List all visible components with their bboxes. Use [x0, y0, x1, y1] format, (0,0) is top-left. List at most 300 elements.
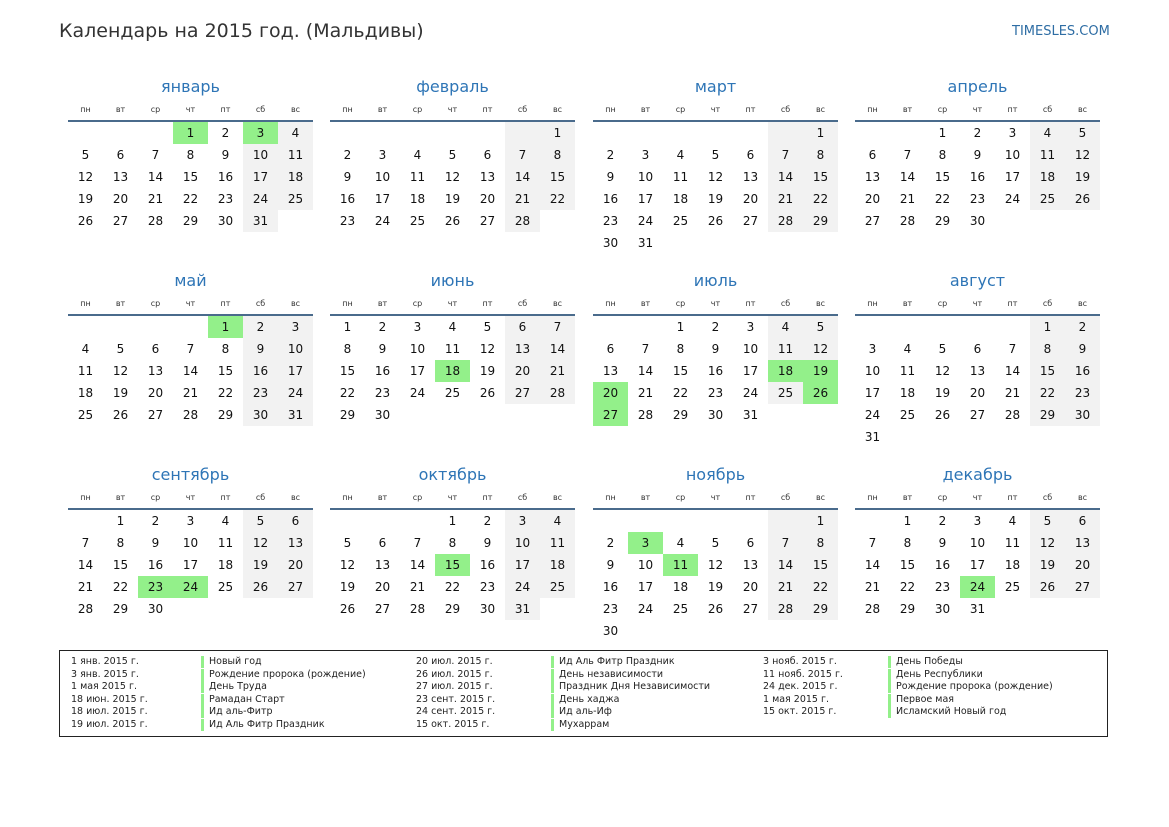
day-cell: 22 — [934, 192, 951, 206]
day-cell: 8 — [803, 532, 838, 554]
day-empty — [855, 316, 890, 338]
weekday-label: чт — [447, 299, 458, 308]
day-empty — [470, 122, 505, 144]
day-cell: 28 — [540, 382, 575, 404]
weekday-label: сб — [780, 105, 791, 114]
week-row — [330, 166, 575, 188]
day-cell: 28 — [182, 408, 199, 422]
day-cell: 24 — [864, 408, 881, 422]
day-cell: 10 — [742, 342, 759, 356]
day-cell: 20 — [505, 360, 540, 382]
day-cell: 30 — [602, 236, 619, 250]
weekday-label: вт — [902, 299, 913, 308]
weekday-label: чт — [710, 105, 721, 114]
day-cell: 29 — [339, 408, 356, 422]
day-cell: 5 — [1030, 510, 1065, 532]
weekday-label: ср — [412, 493, 423, 502]
legend-holiday-name: День независимости — [551, 669, 663, 681]
day-cell: 21 — [409, 580, 426, 594]
day-empty — [1065, 426, 1100, 448]
day-cell: 19 — [243, 554, 278, 576]
week-row — [593, 620, 838, 642]
day-cell: 7 — [540, 316, 575, 338]
day-empty — [505, 404, 540, 426]
day-cell: 21 — [1004, 386, 1021, 400]
day-cell: 4 — [278, 122, 313, 144]
weekday-label: пт — [1007, 493, 1018, 502]
weekday-label: сб — [1042, 299, 1053, 308]
day-empty — [855, 510, 890, 532]
day-cell: 22 — [217, 386, 234, 400]
day-cell: 29 — [672, 408, 689, 422]
weekday-label: ср — [150, 493, 161, 502]
legend-date: 27 июл. 2015 г. — [416, 681, 493, 693]
day-cell: 6 — [868, 148, 877, 162]
weekday-label: ср — [937, 299, 948, 308]
month-11 — [593, 458, 838, 642]
day-empty — [103, 122, 138, 144]
day-cell: 16 — [339, 192, 356, 206]
day-empty — [698, 620, 733, 642]
day-empty — [960, 426, 995, 448]
day-cell: 18 — [540, 554, 575, 576]
day-cell: 1 — [903, 514, 912, 528]
weekday-label: пт — [220, 105, 231, 114]
day-cell: 3 — [505, 510, 540, 532]
day-cell: 6 — [278, 510, 313, 532]
day-empty — [278, 210, 313, 232]
day-cell: 23 — [602, 602, 619, 616]
day-cell: 26 — [934, 408, 951, 422]
day-cell: 31 — [278, 404, 313, 426]
day-cell: 16 — [934, 558, 951, 572]
month-3 — [593, 70, 838, 254]
week-row — [593, 210, 838, 232]
day-cell: 3 — [278, 316, 313, 338]
day-cell: 14 — [147, 170, 164, 184]
day-empty — [400, 122, 435, 144]
day-cell: 13 — [864, 170, 881, 184]
day-empty — [925, 426, 960, 448]
day-empty — [505, 122, 540, 144]
day-cell: 14 — [864, 558, 881, 572]
month-name: декабрь — [942, 465, 1013, 484]
weekday-label: пт — [482, 493, 493, 502]
day-cell: 3 — [186, 514, 195, 528]
day-empty — [995, 210, 1030, 232]
day-cell: 26 — [1030, 576, 1065, 598]
day-empty — [890, 122, 925, 144]
weekday-label: вс — [1077, 105, 1088, 114]
day-empty — [540, 598, 575, 620]
day-empty — [733, 122, 768, 144]
day-cell: 18 — [672, 192, 689, 206]
day-cell: 15 — [435, 554, 470, 576]
weekday-header — [330, 100, 575, 122]
day-cell: 7 — [868, 536, 877, 550]
day-cell: 8 — [221, 342, 230, 356]
day-cell: 16 — [147, 558, 164, 572]
day-empty — [593, 316, 628, 338]
week-row — [68, 144, 313, 166]
day-cell: 12 — [1065, 144, 1100, 166]
day-cell: 1 — [803, 122, 838, 144]
day-cell: 1 — [803, 510, 838, 532]
month-10 — [330, 458, 575, 620]
day-cell: 23 — [707, 386, 724, 400]
day-cell: 12 — [803, 338, 838, 360]
day-cell: 17 — [278, 360, 313, 382]
weekday-label: ср — [150, 299, 161, 308]
day-cell: 1 — [448, 514, 457, 528]
day-cell: 12 — [1030, 532, 1065, 554]
week-row — [593, 576, 838, 598]
weekday-label: пн — [867, 299, 878, 308]
weekday-header — [593, 100, 838, 122]
legend-holiday-name: День Труда — [201, 681, 267, 693]
weekday-label: пт — [220, 299, 231, 308]
day-cell: 26 — [803, 382, 838, 404]
day-cell: 26 — [1065, 188, 1100, 210]
day-cell: 19 — [339, 580, 356, 594]
day-cell: 5 — [448, 148, 457, 162]
day-cell: 8 — [116, 536, 125, 550]
weekday-label: пн — [867, 493, 878, 502]
day-empty — [663, 510, 698, 532]
day-cell: 5 — [343, 536, 352, 550]
day-cell: 29 — [112, 602, 129, 616]
day-cell: 22 — [444, 580, 461, 594]
legend-holiday-name: Ид Аль Фитр Праздник — [201, 719, 325, 731]
day-empty — [365, 510, 400, 532]
legend-holiday-name: Рамадан Старт — [201, 694, 285, 706]
day-cell: 3 — [641, 148, 650, 162]
legend-holiday-name: День Победы — [888, 656, 963, 668]
day-cell: 28 — [1004, 408, 1021, 422]
day-cell: 14 — [540, 338, 575, 360]
day-cell: 1 — [938, 126, 947, 140]
weekday-label: вт — [115, 299, 126, 308]
day-empty — [593, 510, 628, 532]
day-cell: 20 — [742, 580, 759, 594]
day-cell: 5 — [711, 148, 720, 162]
week-row — [855, 510, 1100, 532]
day-cell: 29 — [899, 602, 916, 616]
day-cell: 3 — [243, 122, 278, 144]
week-row — [68, 360, 313, 382]
day-cell: 19 — [934, 386, 951, 400]
day-cell: 7 — [768, 144, 803, 166]
day-cell: 15 — [112, 558, 129, 572]
day-cell: 15 — [803, 166, 838, 188]
legend-holiday-name: Ид Аль Фитр Праздник — [551, 656, 675, 668]
week-row — [855, 316, 1100, 338]
day-cell: 20 — [374, 580, 391, 594]
day-cell: 25 — [77, 408, 94, 422]
day-cell: 23 — [934, 580, 951, 594]
day-cell: 19 — [707, 192, 724, 206]
day-cell: 17 — [969, 558, 986, 572]
day-cell: 7 — [505, 144, 540, 166]
week-row — [593, 598, 838, 620]
day-cell: 16 — [602, 580, 619, 594]
week-row — [593, 166, 838, 188]
day-empty — [138, 122, 173, 144]
weekday-header — [68, 488, 313, 510]
day-cell: 11 — [444, 342, 461, 356]
brand-link[interactable]: TIMESLES.COM — [1012, 24, 1110, 39]
day-cell: 14 — [768, 166, 803, 188]
day-cell: 5 — [483, 320, 492, 334]
day-cell: 17 — [182, 558, 199, 572]
day-cell: 30 — [934, 602, 951, 616]
weekday-label: чт — [972, 493, 983, 502]
day-empty — [593, 122, 628, 144]
day-empty — [698, 510, 733, 532]
weekday-label: пт — [1007, 105, 1018, 114]
weekday-label: пн — [342, 493, 353, 502]
day-cell: 24 — [409, 386, 426, 400]
day-cell: 6 — [151, 342, 160, 356]
day-cell: 9 — [606, 170, 615, 184]
day-cell: 29 — [803, 598, 838, 620]
day-empty — [68, 510, 103, 532]
day-cell: 8 — [803, 144, 838, 166]
day-cell: 4 — [676, 536, 685, 550]
day-cell: 26 — [707, 214, 724, 228]
week-row — [68, 510, 313, 532]
weekday-label: ср — [937, 493, 948, 502]
day-cell: 1 — [208, 316, 243, 338]
day-cell: 25 — [672, 602, 689, 616]
weekday-label: чт — [185, 493, 196, 502]
week-row — [330, 532, 575, 554]
day-empty — [803, 404, 838, 426]
week-row — [593, 554, 838, 576]
day-cell: 29 — [182, 214, 199, 228]
day-empty — [400, 510, 435, 532]
weekday-header — [68, 100, 313, 122]
week-row — [593, 404, 838, 426]
day-empty — [1030, 598, 1065, 620]
day-cell: 21 — [505, 188, 540, 210]
day-cell: 6 — [505, 316, 540, 338]
day-cell: 5 — [243, 510, 278, 532]
legend-holiday-name: День хаджа — [551, 694, 620, 706]
day-cell: 13 — [479, 170, 496, 184]
day-empty — [663, 620, 698, 642]
day-cell: 30 — [707, 408, 724, 422]
day-cell: 27 — [864, 214, 881, 228]
day-empty — [628, 510, 663, 532]
legend-holiday-name: Ид аль-Фитр — [201, 706, 273, 718]
day-cell: 21 — [182, 386, 199, 400]
day-cell: 9 — [221, 148, 230, 162]
day-cell: 13 — [1065, 532, 1100, 554]
day-cell: 31 — [505, 598, 540, 620]
day-cell: 14 — [409, 558, 426, 572]
day-cell: 10 — [637, 558, 654, 572]
day-cell: 13 — [742, 558, 759, 572]
day-cell: 19 — [77, 192, 94, 206]
weekday-label: вт — [115, 493, 126, 502]
week-row — [330, 554, 575, 576]
day-empty — [768, 232, 803, 254]
day-cell: 18 — [1004, 558, 1021, 572]
week-row — [68, 532, 313, 554]
day-empty — [628, 620, 663, 642]
day-cell: 2 — [606, 536, 615, 550]
day-cell: 22 — [339, 386, 356, 400]
weekday-label: вт — [377, 493, 388, 502]
day-cell: 16 — [969, 170, 986, 184]
day-cell: 20 — [593, 382, 628, 404]
day-cell: 15 — [540, 166, 575, 188]
week-row — [855, 360, 1100, 382]
day-cell: 4 — [903, 342, 912, 356]
day-cell: 4 — [540, 510, 575, 532]
day-cell: 9 — [151, 536, 160, 550]
day-cell: 21 — [77, 580, 94, 594]
day-cell: 25 — [540, 576, 575, 598]
day-cell: 20 — [864, 192, 881, 206]
day-cell: 19 — [707, 580, 724, 594]
day-cell: 17 — [374, 192, 391, 206]
week-row — [68, 338, 313, 360]
weekday-header — [330, 294, 575, 316]
legend-date: 1 мая 2015 г. — [71, 681, 137, 693]
day-cell: 18 — [435, 360, 470, 382]
day-empty — [890, 426, 925, 448]
week-row — [855, 210, 1100, 232]
day-cell: 25 — [1004, 580, 1021, 594]
day-cell: 27 — [147, 408, 164, 422]
day-empty — [435, 404, 470, 426]
day-cell: 7 — [186, 342, 195, 356]
month-name: ноябрь — [685, 465, 746, 484]
day-cell: 21 — [540, 360, 575, 382]
day-cell: 20 — [147, 386, 164, 400]
day-cell: 28 — [147, 214, 164, 228]
day-cell: 11 — [77, 364, 94, 378]
day-cell: 7 — [903, 148, 912, 162]
day-empty — [733, 232, 768, 254]
day-cell: 19 — [1065, 166, 1100, 188]
week-row — [593, 122, 838, 144]
day-cell: 2 — [483, 514, 492, 528]
day-cell: 11 — [663, 554, 698, 576]
week-row — [68, 382, 313, 404]
day-cell: 21 — [637, 386, 654, 400]
day-cell: 2 — [1065, 316, 1100, 338]
day-cell: 18 — [672, 580, 689, 594]
day-cell: 1 — [676, 320, 685, 334]
legend-date: 15 окт. 2015 г. — [416, 719, 490, 730]
day-cell: 26 — [243, 576, 278, 598]
day-cell: 16 — [602, 192, 619, 206]
day-cell: 11 — [278, 144, 313, 166]
day-cell: 26 — [112, 408, 129, 422]
day-cell: 27 — [969, 408, 986, 422]
day-cell: 6 — [606, 342, 615, 356]
weekday-label: пт — [482, 105, 493, 114]
day-cell: 5 — [116, 342, 125, 356]
day-cell: 26 — [444, 214, 461, 228]
day-empty — [768, 620, 803, 642]
day-cell: 12 — [112, 364, 129, 378]
weekday-label: чт — [710, 493, 721, 502]
weekday-label: пн — [605, 493, 616, 502]
month-2 — [330, 70, 575, 232]
day-cell: 31 — [243, 210, 278, 232]
month-name: октябрь — [418, 465, 487, 484]
legend-date: 19 июл. 2015 г. — [71, 719, 148, 730]
day-cell: 6 — [746, 536, 755, 550]
week-row — [68, 316, 313, 338]
weekday-label: пн — [80, 299, 91, 308]
day-cell: 7 — [151, 148, 160, 162]
day-cell: 18 — [217, 558, 234, 572]
day-empty — [68, 316, 103, 338]
day-cell: 17 — [1004, 170, 1021, 184]
month-name: январь — [161, 77, 220, 96]
day-cell: 9 — [973, 148, 982, 162]
legend-date: 3 янв. 2015 г. — [71, 668, 139, 680]
week-row — [330, 122, 575, 144]
day-cell: 21 — [899, 192, 916, 206]
day-cell: 22 — [540, 188, 575, 210]
day-cell: 28 — [409, 602, 426, 616]
day-cell: 23 — [1065, 382, 1100, 404]
day-cell: 1 — [173, 122, 208, 144]
weekday-label: вт — [377, 105, 388, 114]
day-cell: 28 — [864, 602, 881, 616]
day-cell: 18 — [899, 386, 916, 400]
weekday-label: ср — [412, 299, 423, 308]
day-cell: 4 — [1008, 514, 1017, 528]
day-cell: 16 — [479, 558, 496, 572]
day-cell: 19 — [803, 360, 838, 382]
day-empty — [960, 316, 995, 338]
day-cell: 20 — [969, 386, 986, 400]
legend-holiday-name: Первое мая — [888, 694, 954, 706]
week-row — [330, 188, 575, 210]
day-cell: 1 — [116, 514, 125, 528]
day-cell: 4 — [448, 320, 457, 334]
day-cell: 5 — [938, 342, 947, 356]
day-cell: 18 — [77, 386, 94, 400]
day-cell: 23 — [969, 192, 986, 206]
weekday-label: чт — [710, 299, 721, 308]
day-cell: 3 — [413, 320, 422, 334]
day-cell: 24 — [637, 214, 654, 228]
holiday-legend — [59, 650, 1108, 737]
week-row — [593, 232, 838, 254]
day-cell: 17 — [505, 554, 540, 576]
weekday-label: сб — [1042, 493, 1053, 502]
day-cell: 27 — [593, 404, 628, 426]
day-cell: 31 — [969, 602, 986, 616]
day-cell: 10 — [637, 170, 654, 184]
weekday-label: сб — [255, 299, 266, 308]
day-cell: 5 — [803, 316, 838, 338]
month-1 — [68, 70, 313, 232]
day-empty — [1065, 598, 1100, 620]
day-cell: 16 — [243, 360, 278, 382]
weekday-label: ср — [675, 105, 686, 114]
weekday-label: пт — [1007, 299, 1018, 308]
day-cell: 10 — [409, 342, 426, 356]
